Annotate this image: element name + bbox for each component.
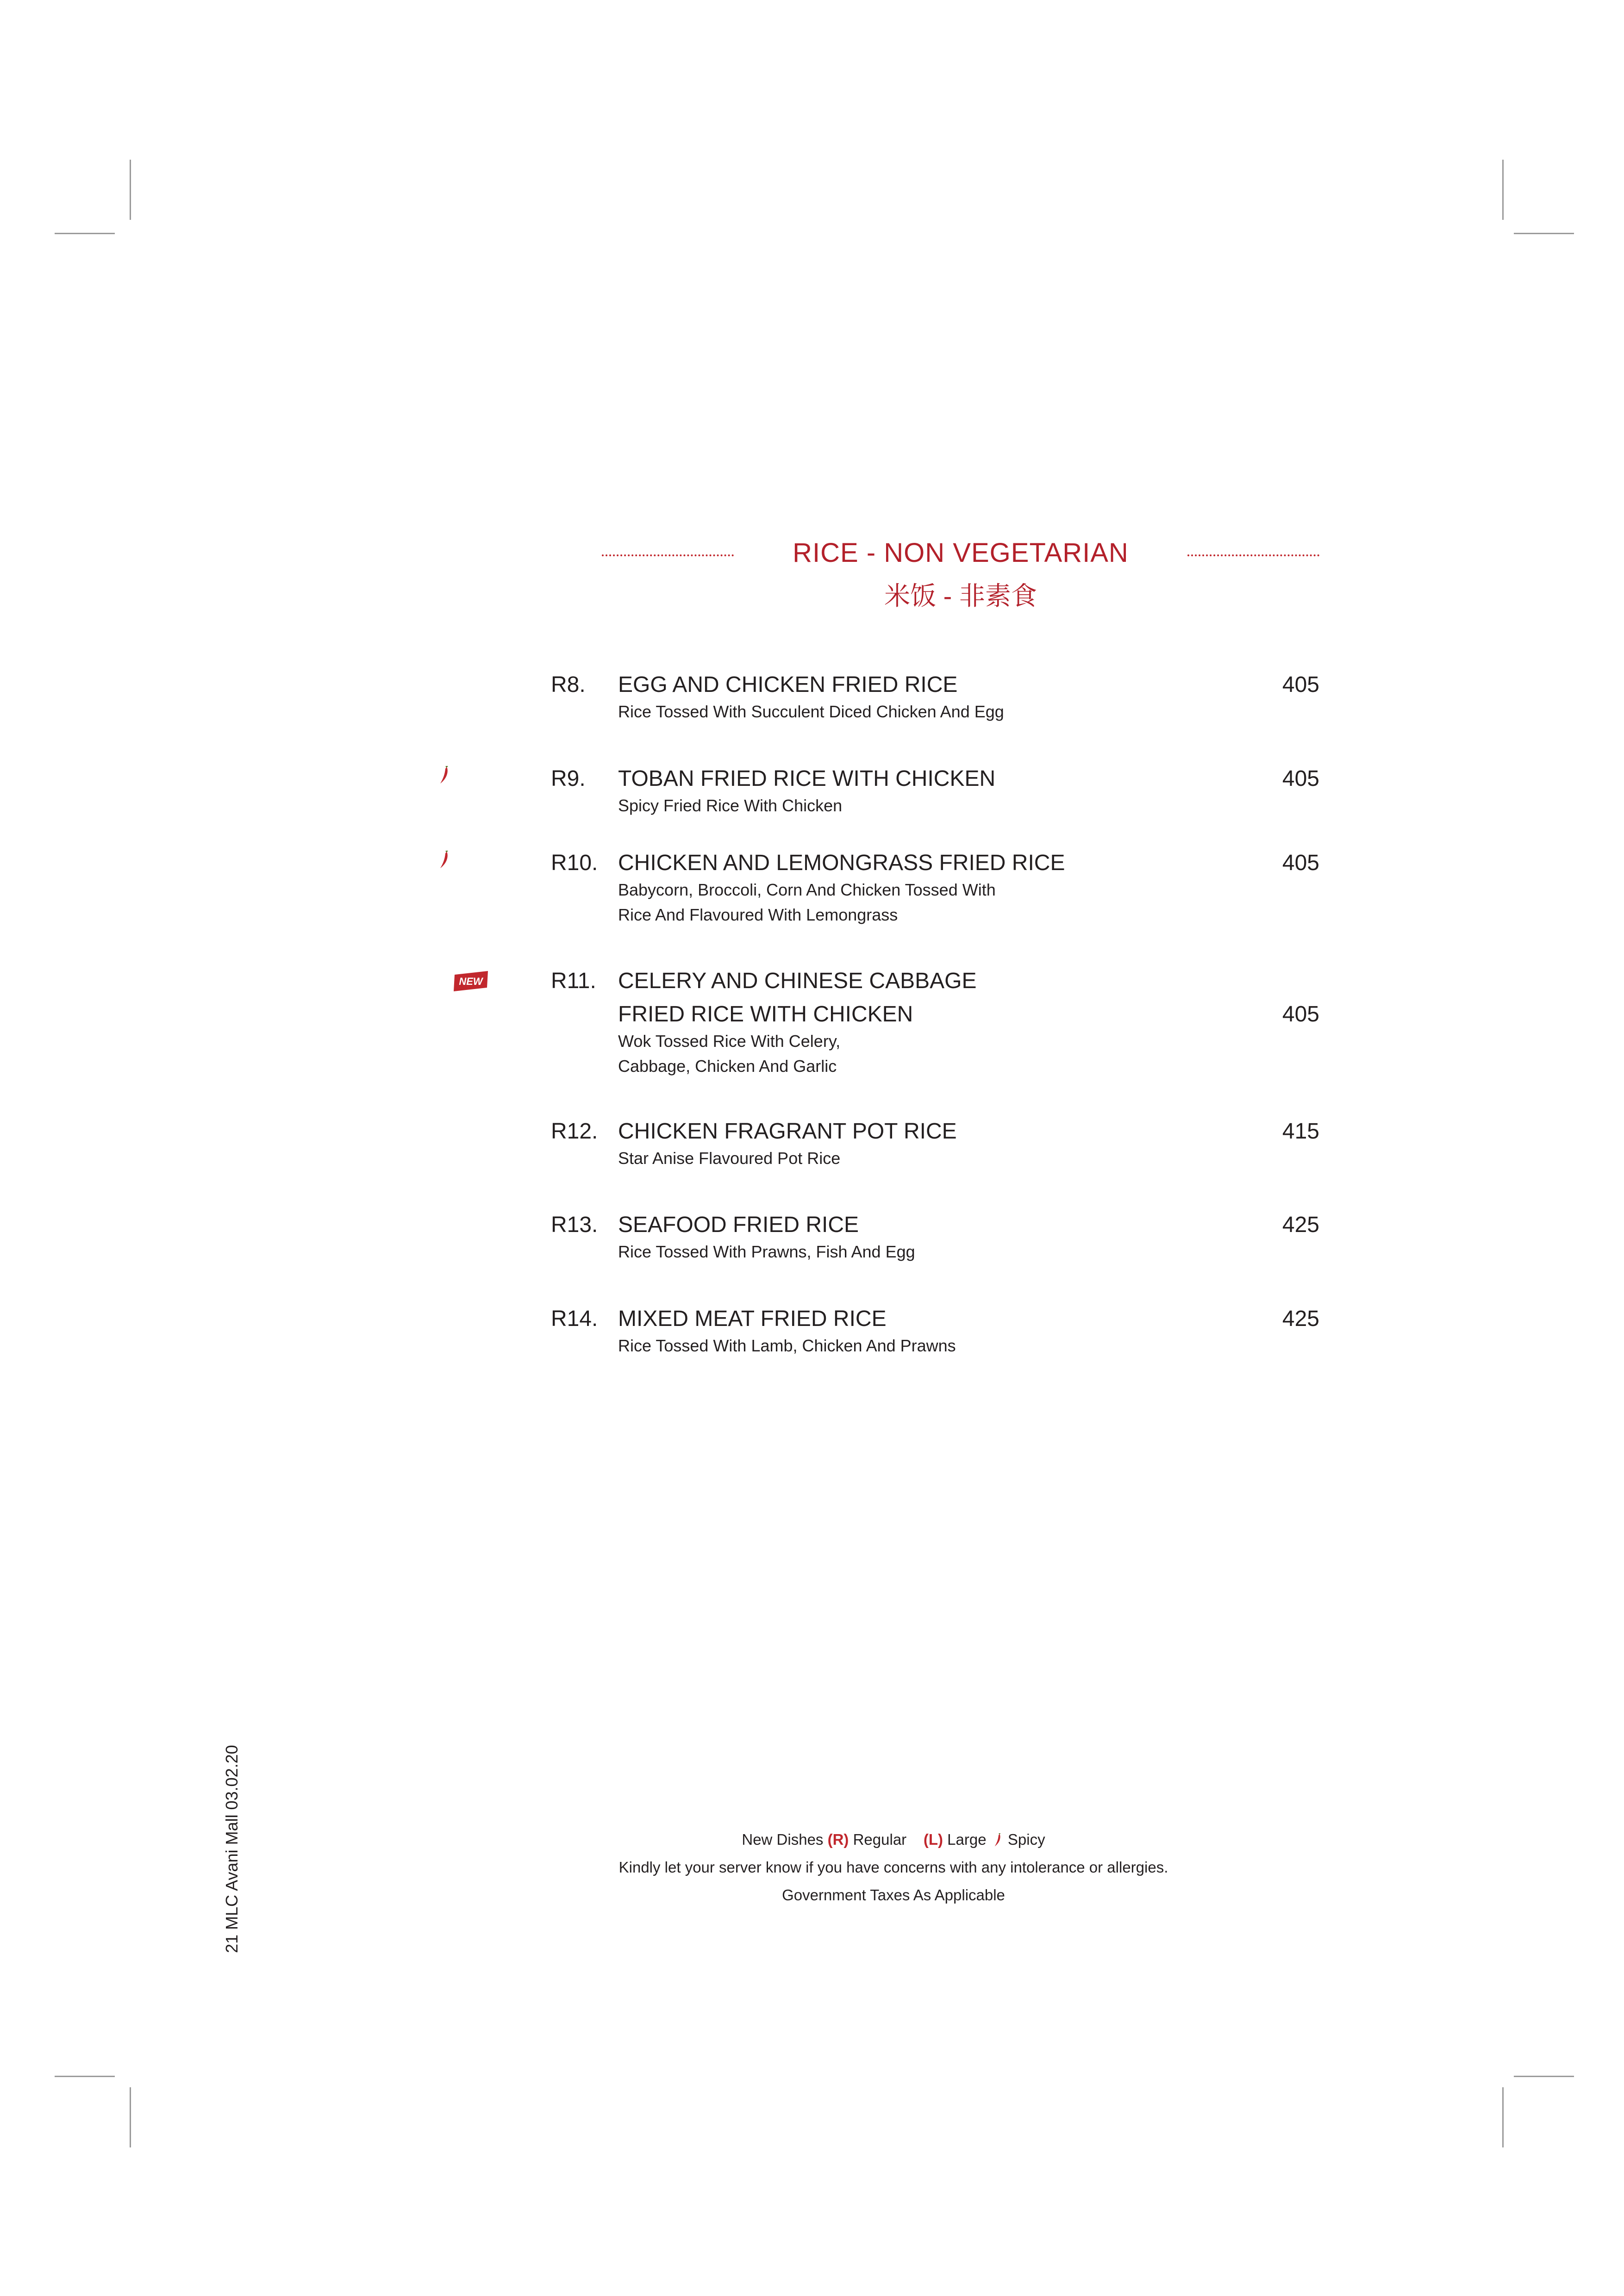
item-price: 405 — [1282, 766, 1319, 791]
chili-icon — [437, 851, 450, 871]
item-price: 415 — [1282, 1119, 1319, 1144]
item-price: 425 — [1282, 1307, 1319, 1331]
item-code: R9. — [551, 766, 586, 791]
item-name: CELERY AND CHINESE CABBAGE — [618, 969, 977, 993]
decorative-dash-right — [1187, 554, 1319, 556]
item-price: 405 — [1282, 851, 1319, 875]
item-name: CHICKEN FRAGRANT POT RICE — [618, 1119, 957, 1144]
item-code: R13. — [551, 1213, 598, 1237]
item-code: R10. — [551, 851, 598, 875]
item-code: R8. — [551, 672, 586, 697]
legend-l-mark: (L) — [923, 1831, 943, 1848]
item-description: Rice Tossed With Lamb, Chicken And Prawns — [618, 1336, 956, 1355]
section-title: RICE - NON VEGETARIAN — [793, 538, 1129, 568]
page-sidebar-label: 21 MLC Avani Mall 03.02.20 — [222, 1745, 241, 1953]
item-code: R14. — [551, 1307, 598, 1331]
item-description: Rice Tossed With Succulent Diced Chicken And Egg — [618, 702, 1004, 721]
chili-icon — [437, 766, 450, 787]
tax-note: Government Taxes As Applicable — [782, 1886, 1005, 1904]
allergy-note: Kindly let your server know if you have concerns with any intolerance or allergies. — [618, 1859, 1168, 1876]
new-badge-label: NEW — [459, 976, 483, 987]
legend-regular: Regular — [853, 1831, 907, 1848]
item-price: 405 — [1282, 1002, 1319, 1027]
crop-mark — [1514, 2076, 1574, 2077]
item-name: MIXED MEAT FRIED RICE — [618, 1307, 887, 1331]
crop-mark — [55, 233, 115, 234]
item-description: Spicy Fried Rice With Chicken — [618, 796, 843, 815]
crop-mark — [1502, 160, 1504, 220]
item-code: R11. — [551, 969, 596, 993]
crop-mark — [55, 2076, 115, 2077]
item-description: Rice And Flavoured With Lemongrass — [618, 905, 898, 924]
legend-line — [463, 1826, 1324, 1854]
footer — [463, 1826, 1324, 1909]
item-name: SEAFOOD FRIED RICE — [618, 1213, 859, 1237]
item-name: FRIED RICE WITH CHICKEN — [618, 1002, 913, 1027]
new-badge — [453, 971, 489, 994]
item-name: CHICKEN AND LEMONGRASS FRIED RICE — [618, 851, 1065, 875]
crop-mark — [130, 2087, 131, 2147]
item-description: Wok Tossed Rice With Celery, — [618, 1032, 841, 1051]
item-code: R12. — [551, 1119, 598, 1144]
item-description: Cabbage, Chicken And Garlic — [618, 1057, 837, 1076]
item-price: 405 — [1282, 672, 1319, 697]
section-subtitle: 米饭 - 非素食 — [884, 581, 1037, 610]
legend-large: Large — [947, 1831, 987, 1848]
item-description: Star Anise Flavoured Pot Rice — [618, 1149, 841, 1168]
item-name: TOBAN FRIED RICE WITH CHICKEN — [618, 766, 996, 791]
legend-r-mark: (R) — [827, 1831, 849, 1848]
item-price: 425 — [1282, 1213, 1319, 1237]
item-name: EGG AND CHICKEN FRIED RICE — [618, 672, 958, 697]
decorative-dash-left — [602, 554, 734, 556]
item-description: Babycorn, Broccoli, Corn And Chicken Tossed With — [618, 880, 996, 899]
crop-mark — [1502, 2087, 1504, 2147]
section-header — [602, 532, 1319, 615]
item-description: Rice Tossed With Prawns, Fish And Egg — [618, 1242, 915, 1261]
chili-icon — [993, 1833, 1002, 1847]
legend-spicy: Spicy — [1007, 1831, 1045, 1848]
crop-mark — [1514, 233, 1574, 234]
crop-mark — [130, 160, 131, 220]
legend-new-dishes: New Dishes — [742, 1831, 824, 1848]
